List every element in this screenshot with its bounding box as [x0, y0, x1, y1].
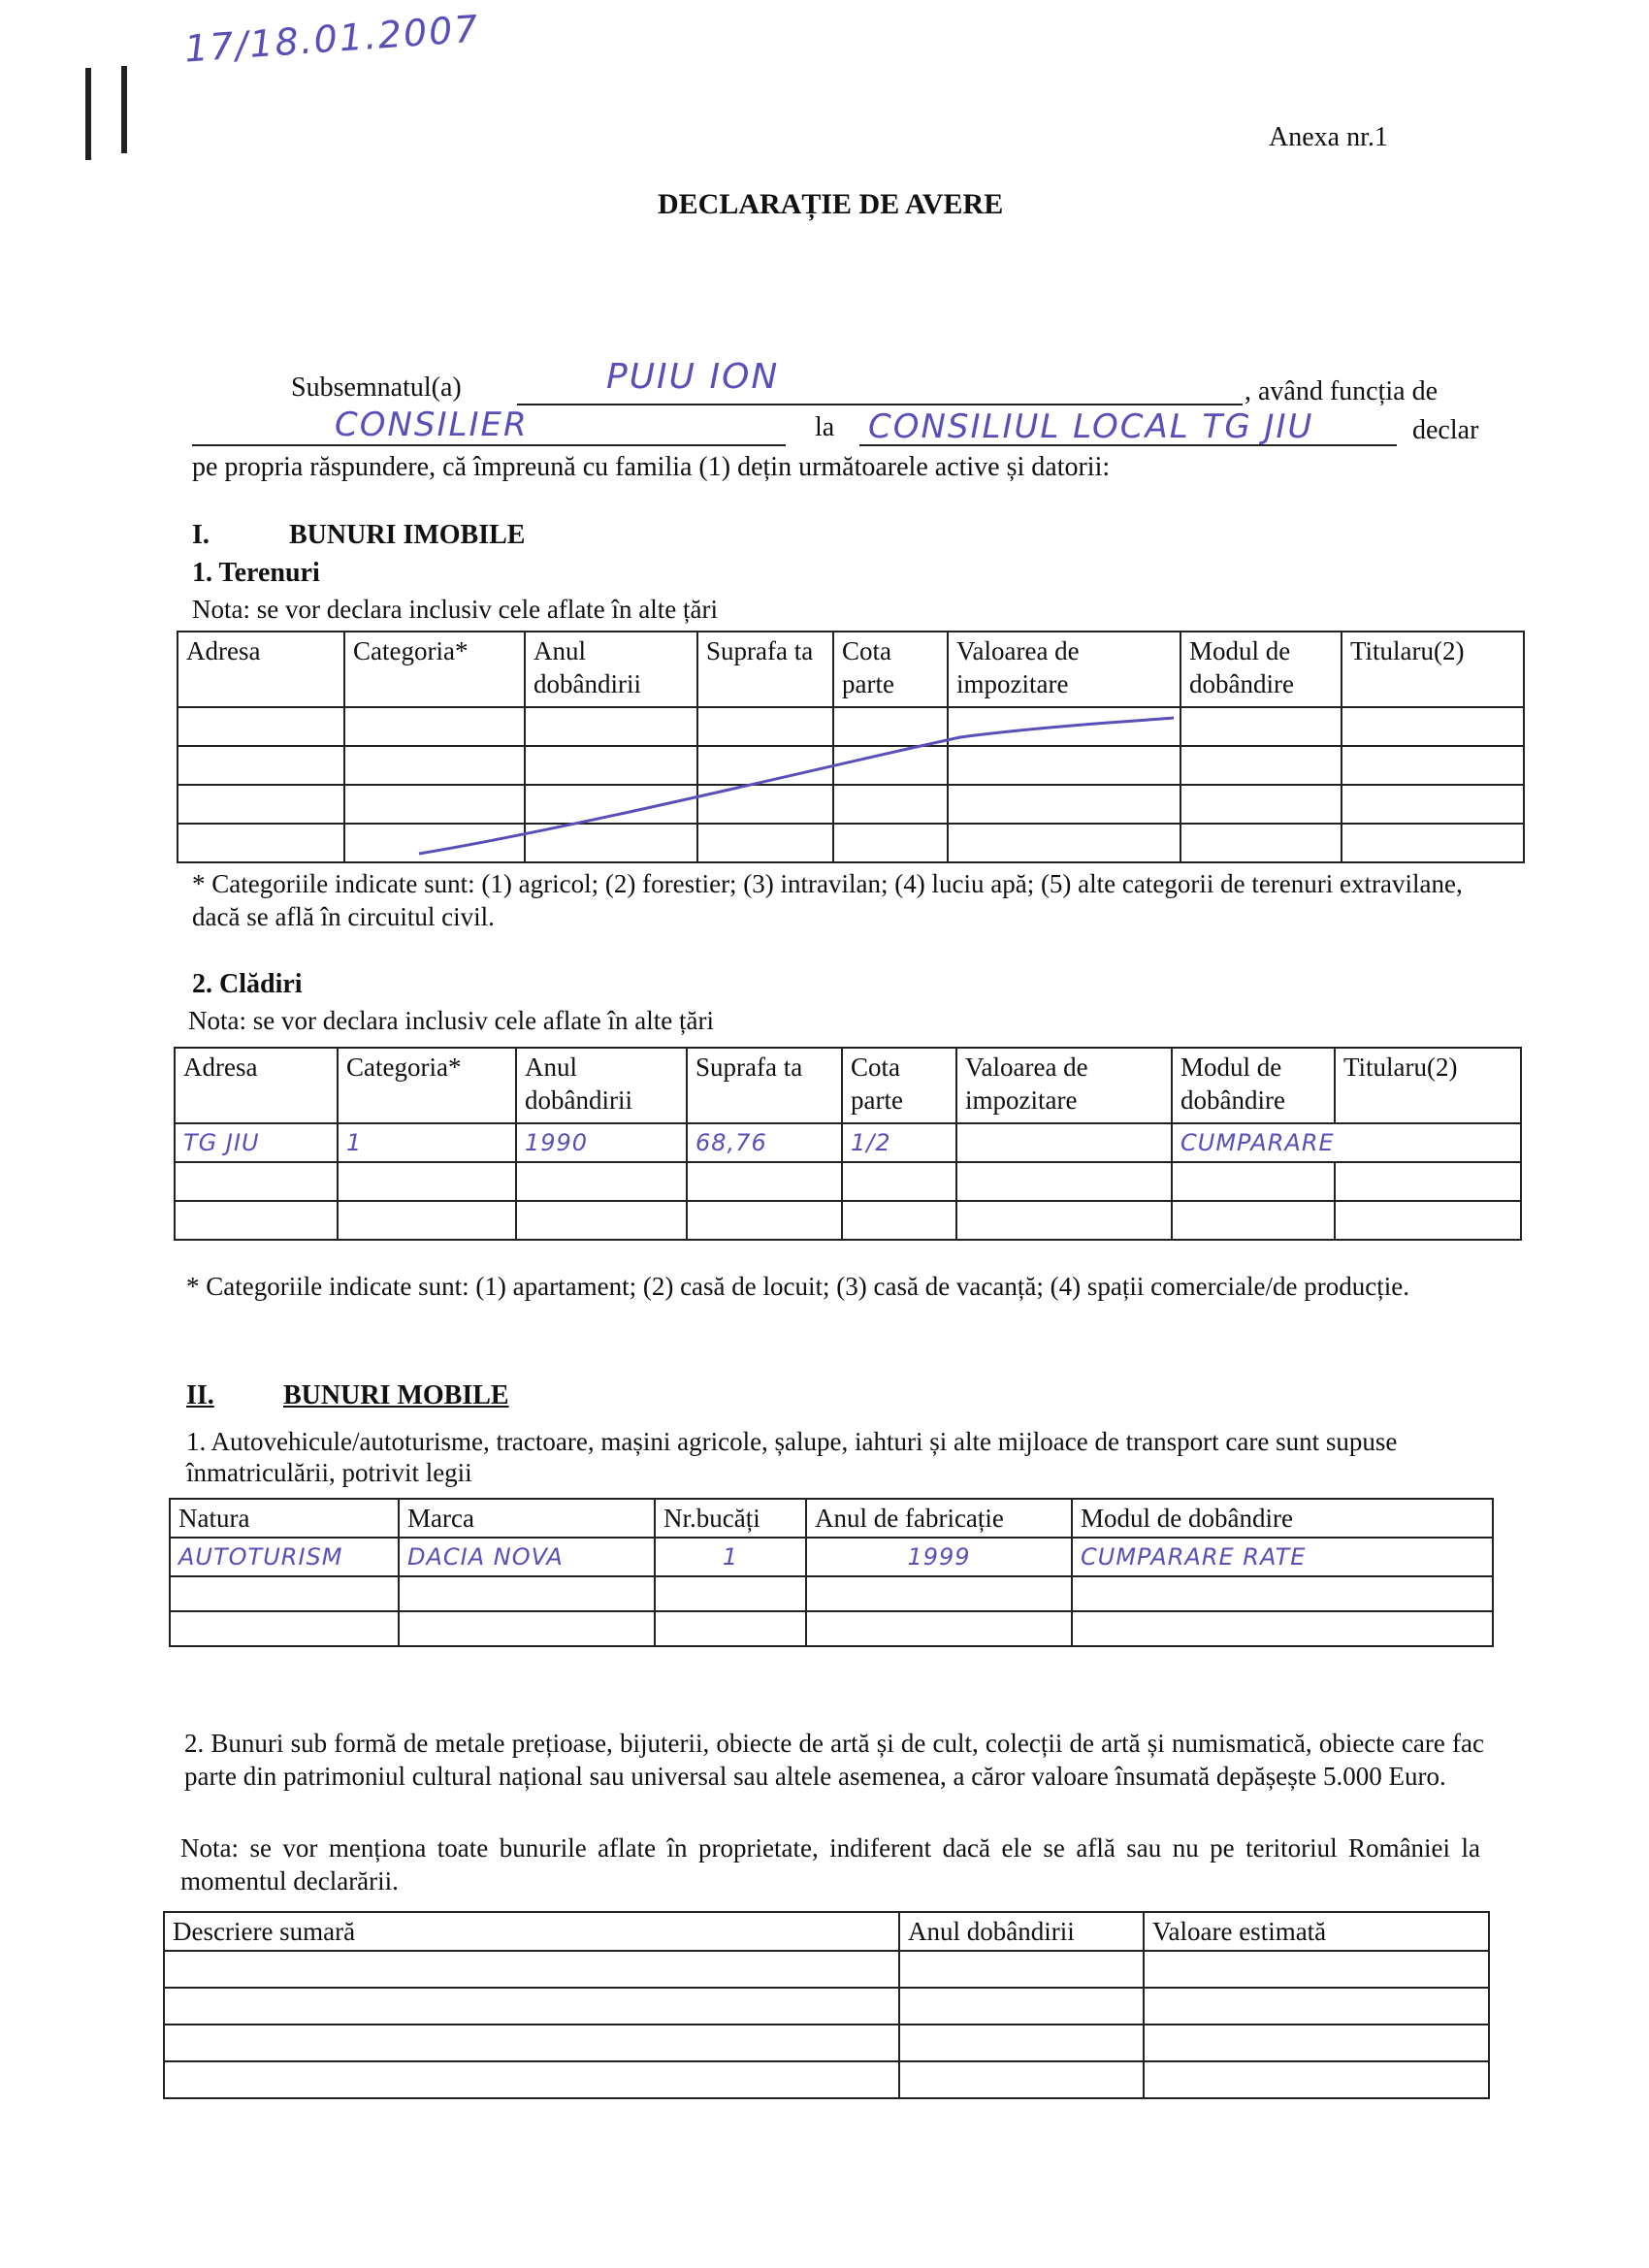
table-row — [170, 1576, 1493, 1611]
cell-count: 1 — [655, 1538, 806, 1576]
margin-mark — [121, 66, 127, 153]
col-header: Adresa — [178, 632, 344, 707]
table-row — [164, 1951, 1489, 1988]
section2-title: BUNURI MOBILE — [283, 1380, 509, 1410]
name-line — [517, 404, 1243, 405]
valuables-table — [163, 1911, 1490, 2099]
section2-number: II. — [186, 1380, 214, 1410]
cell-nature: AUTOTURISM — [170, 1538, 399, 1576]
vehicles-heading: 1. Autovehicule/autoturisme, tractoare, mașini agricole, șalupe, iahturi și alte mijloace de transport care sunt supuse înmatriculării, potrivit legii — [186, 1427, 1398, 1487]
function-field: CONSILIER — [335, 405, 529, 444]
table-row — [170, 1538, 1493, 1576]
col-header: Anul dobândirii — [899, 1912, 1144, 1951]
institution-field: CONSILIUL LOCAL TG JIU — [868, 407, 1314, 446]
table-row — [164, 1988, 1489, 2025]
cell-manufacture-year: 1999 — [806, 1538, 1072, 1576]
valuables-note: Nota: se vor menționa toate bunurile aflate în proprietate, indiferent dacă ele se află sau nu pe teritoriul României la momentul declarării. — [180, 1833, 1480, 1895]
table-row — [175, 1162, 1521, 1201]
buildings-footnote: * Categoriile indicate sunt: (1) apartament; (2) casă de locuit; (3) casă de vacanță; (4) spații comerciale/de producție. — [186, 1272, 1409, 1301]
col-header: Titularu(2) — [1335, 1048, 1521, 1123]
page-title: DECLARAȚIE DE AVERE — [658, 188, 1004, 220]
function-line — [192, 444, 786, 446]
table-header-row — [178, 632, 1524, 707]
col-header: Valoare estimată — [1144, 1912, 1489, 1951]
cell-surface: 68,76 — [687, 1123, 842, 1162]
table-row — [164, 2025, 1489, 2061]
valuables-heading: 2. Bunuri sub formă de metale prețioase, bijuterii, obiecte de artă și de cult, colecții de artă și numismatică, obiecte care fac parte din patrimoniul cultural național sau universal sau altele asemenea, a căror valoare însumată depășește 5.000 Euro. — [184, 1729, 1484, 1791]
table-row — [164, 2061, 1489, 2098]
undersigned-label: Subsemnatul(a) — [291, 373, 462, 403]
cell-share: 1/2 — [842, 1123, 956, 1162]
col-header: Suprafa ta — [687, 1048, 842, 1123]
table-row — [175, 1123, 1521, 1162]
name-field: PUIU ION — [606, 357, 780, 397]
margin-mark — [85, 68, 91, 160]
col-header: Categoria* — [338, 1048, 516, 1123]
col-header: Descriere sumară — [164, 1912, 899, 1951]
intro-line2: pe propria răspundere, că împreună cu familia (1) dețin următoarele active și datorii: — [192, 452, 1111, 482]
land-note: Nota: se vor declara inclusiv cele aflate în alte țări — [192, 595, 718, 624]
cell-address: TG JIU — [175, 1123, 338, 1162]
annex-label: Anexa nr.1 — [1269, 122, 1388, 152]
cell-acquisition-mode: CUMPARARE RATE — [1072, 1538, 1493, 1576]
land-heading: 1. Terenuri — [192, 558, 320, 588]
col-header: Anul de fabricație — [806, 1499, 1072, 1538]
buildings-heading: 2. Clădiri — [192, 969, 303, 999]
cell-year: 1990 — [516, 1123, 687, 1162]
col-header: Modul de dobândire — [1180, 632, 1342, 707]
at-label: la — [815, 412, 835, 442]
cell-category: 1 — [338, 1123, 516, 1162]
declare-label: declar — [1412, 415, 1479, 445]
col-header: Modul de dobândire — [1072, 1499, 1493, 1538]
col-header: Cota parte — [833, 632, 948, 707]
section1-title: BUNURI IMOBILE — [289, 520, 526, 550]
table-row — [170, 1611, 1493, 1646]
table-header-row — [170, 1499, 1493, 1538]
col-header: Marca — [399, 1499, 655, 1538]
table-header-row — [164, 1912, 1489, 1951]
col-header: Valoarea de impozitare — [948, 632, 1180, 707]
cell-brand: DACIA NOVA — [399, 1538, 655, 1576]
handwritten-date: 17/18.01.2007 — [182, 7, 481, 71]
col-header: Adresa — [175, 1048, 338, 1123]
buildings-note: Nota: se vor declara inclusiv cele aflate în alte țări — [188, 1006, 714, 1035]
section1-number: I. — [192, 520, 210, 550]
col-header: Titularu(2) — [1342, 632, 1524, 707]
col-header: Valoarea de impozitare — [956, 1048, 1172, 1123]
table-header-row — [175, 1048, 1521, 1123]
cell-acquisition-mode: CUMPARARE — [1172, 1123, 1521, 1162]
col-header: Suprafa ta — [697, 632, 833, 707]
function-label: , având funcția de — [1245, 376, 1439, 406]
strike-through-line — [417, 708, 1193, 863]
col-header: Natura — [170, 1499, 399, 1538]
vehicles-table — [169, 1498, 1494, 1647]
table-row — [175, 1201, 1521, 1240]
col-header: Cota parte — [842, 1048, 956, 1123]
cell-tax-value — [956, 1123, 1172, 1162]
land-footnote: * Categoriile indicate sunt: (1) agricol; (2) forestier; (3) intravilan; (4) luciu apă; (5) alte categorii de terenuri extravilane, dacă se află în circuitul civil. — [192, 869, 1463, 931]
col-header: Modul de dobândire — [1172, 1048, 1335, 1123]
buildings-table — [174, 1047, 1522, 1241]
col-header: Anul dobândirii — [525, 632, 697, 707]
col-header: Categoria* — [344, 632, 525, 707]
col-header: Nr.bucăți — [655, 1499, 806, 1538]
col-header: Anul dobândirii — [516, 1048, 687, 1123]
